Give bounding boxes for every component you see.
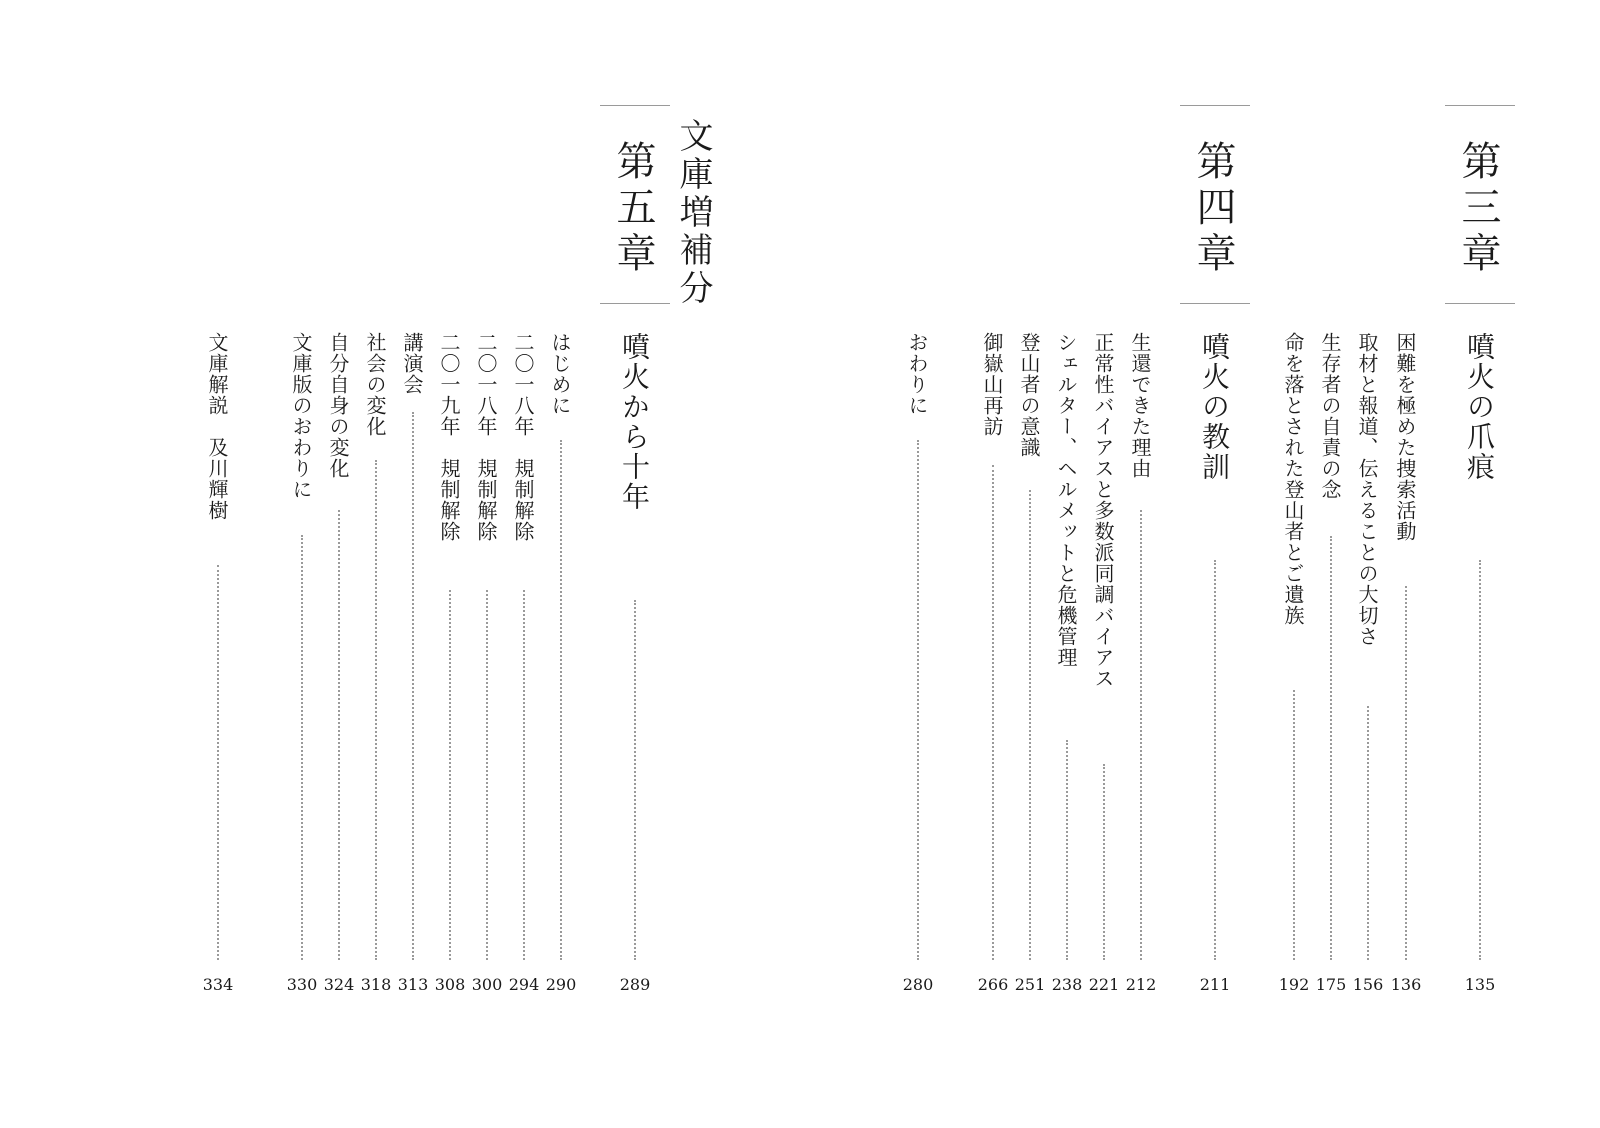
toc-page: 238 <box>1051 975 1083 994</box>
toc-page: 175 <box>1315 975 1347 994</box>
toc-leader <box>523 590 525 960</box>
toc-entry: 正常性バイアスと多数派同調バイアス <box>1091 332 1115 689</box>
commentary-entry: 文庫解説 及川輝樹 <box>205 332 229 521</box>
toc-entry: 生還できた理由 <box>1128 332 1152 479</box>
toc-page: 313 <box>397 975 429 994</box>
toc-entry: 二〇一八年 規制解除 <box>511 332 535 542</box>
toc-page: 221 <box>1088 975 1120 994</box>
chapter5-mid-rule <box>600 303 670 304</box>
toc-page: 330 <box>286 975 318 994</box>
toc-entry: 命を落とされた登山者とご遺族 <box>1281 332 1305 626</box>
toc-leader <box>412 412 414 960</box>
chapter4-top-rule <box>1180 105 1250 106</box>
chapter5-title: 噴火から十年 <box>618 332 651 512</box>
toc-leader <box>449 590 451 960</box>
chapter4-title: 噴火の教訓 <box>1198 332 1231 482</box>
toc-leader <box>992 465 994 960</box>
toc-entry: 御嶽山再訪 <box>980 332 1004 437</box>
chapter3-top-rule <box>1445 105 1515 106</box>
toc-entry: 取材と報道、伝えることの大切さ <box>1355 332 1379 647</box>
toc-leader <box>1293 690 1295 960</box>
toc-entry: はじめに <box>548 332 572 416</box>
toc-page: 294 <box>508 975 540 994</box>
toc-leader <box>1330 536 1332 960</box>
toc-leader <box>1140 510 1142 960</box>
toc-leader <box>560 440 562 960</box>
toc-entry: 二〇一八年 規制解除 <box>474 332 498 542</box>
toc-page: 251 <box>1014 975 1046 994</box>
toc-page: 280 <box>902 975 934 994</box>
toc-page: 300 <box>471 975 503 994</box>
toc-page: 266 <box>977 975 1009 994</box>
toc-entry: 困難を極めた捜索活動 <box>1393 332 1417 542</box>
toc-page: 156 <box>1352 975 1384 994</box>
toc-entry: 自分自身の変化 <box>326 332 350 479</box>
toc-leader <box>375 460 377 960</box>
chapter5-title-leader <box>634 600 636 960</box>
toc-leader <box>1103 764 1105 960</box>
commentary-page: 334 <box>202 975 234 994</box>
toc-leader <box>1029 490 1031 960</box>
chapter3-label: 第三章 <box>1455 140 1501 278</box>
toc-leader <box>917 440 919 960</box>
chapter5-title-page: 289 <box>619 975 651 994</box>
toc-leader <box>338 510 340 960</box>
toc-page: 136 <box>1390 975 1422 994</box>
chapter4-title-leader <box>1214 560 1216 960</box>
toc-entry: 登山者の意識 <box>1017 332 1041 458</box>
toc-entry: 講演会 <box>400 332 424 395</box>
toc-page: 290 <box>545 975 577 994</box>
toc-entry: シェルター、ヘルメットと危機管理 <box>1054 332 1078 668</box>
chapter3-mid-rule <box>1445 303 1515 304</box>
chapter4-label: 第四章 <box>1190 140 1236 278</box>
toc-entry: おわりに <box>905 332 929 416</box>
toc-page: 324 <box>323 975 355 994</box>
toc-entry: 文庫版のおわりに <box>289 332 313 500</box>
chapter5-label: 第五章 <box>610 140 656 278</box>
toc-leader <box>1066 740 1068 960</box>
chapter3-title: 噴火の爪痕 <box>1463 332 1496 482</box>
toc-leader <box>1367 706 1369 960</box>
chapter3-title-leader <box>1479 560 1481 960</box>
chapter5-top-rule <box>600 105 670 106</box>
toc-entry: 生存者の自責の念 <box>1318 332 1342 500</box>
commentary-leader <box>217 565 219 960</box>
toc-page: 192 <box>1278 975 1310 994</box>
chapter4-title-page: 211 <box>1199 975 1231 994</box>
toc-entry: 社会の変化 <box>363 332 387 437</box>
toc-leader <box>301 535 303 960</box>
chapter3-title-page: 135 <box>1464 975 1496 994</box>
toc-page: 308 <box>434 975 466 994</box>
toc-leader <box>486 590 488 960</box>
chapter5-heading: 文庫増補分 <box>673 118 713 308</box>
toc-leader <box>1405 586 1407 960</box>
toc-page: 318 <box>360 975 392 994</box>
toc-entry: 二〇一九年 規制解除 <box>437 332 461 542</box>
chapter4-mid-rule <box>1180 303 1250 304</box>
toc-page: 212 <box>1125 975 1157 994</box>
